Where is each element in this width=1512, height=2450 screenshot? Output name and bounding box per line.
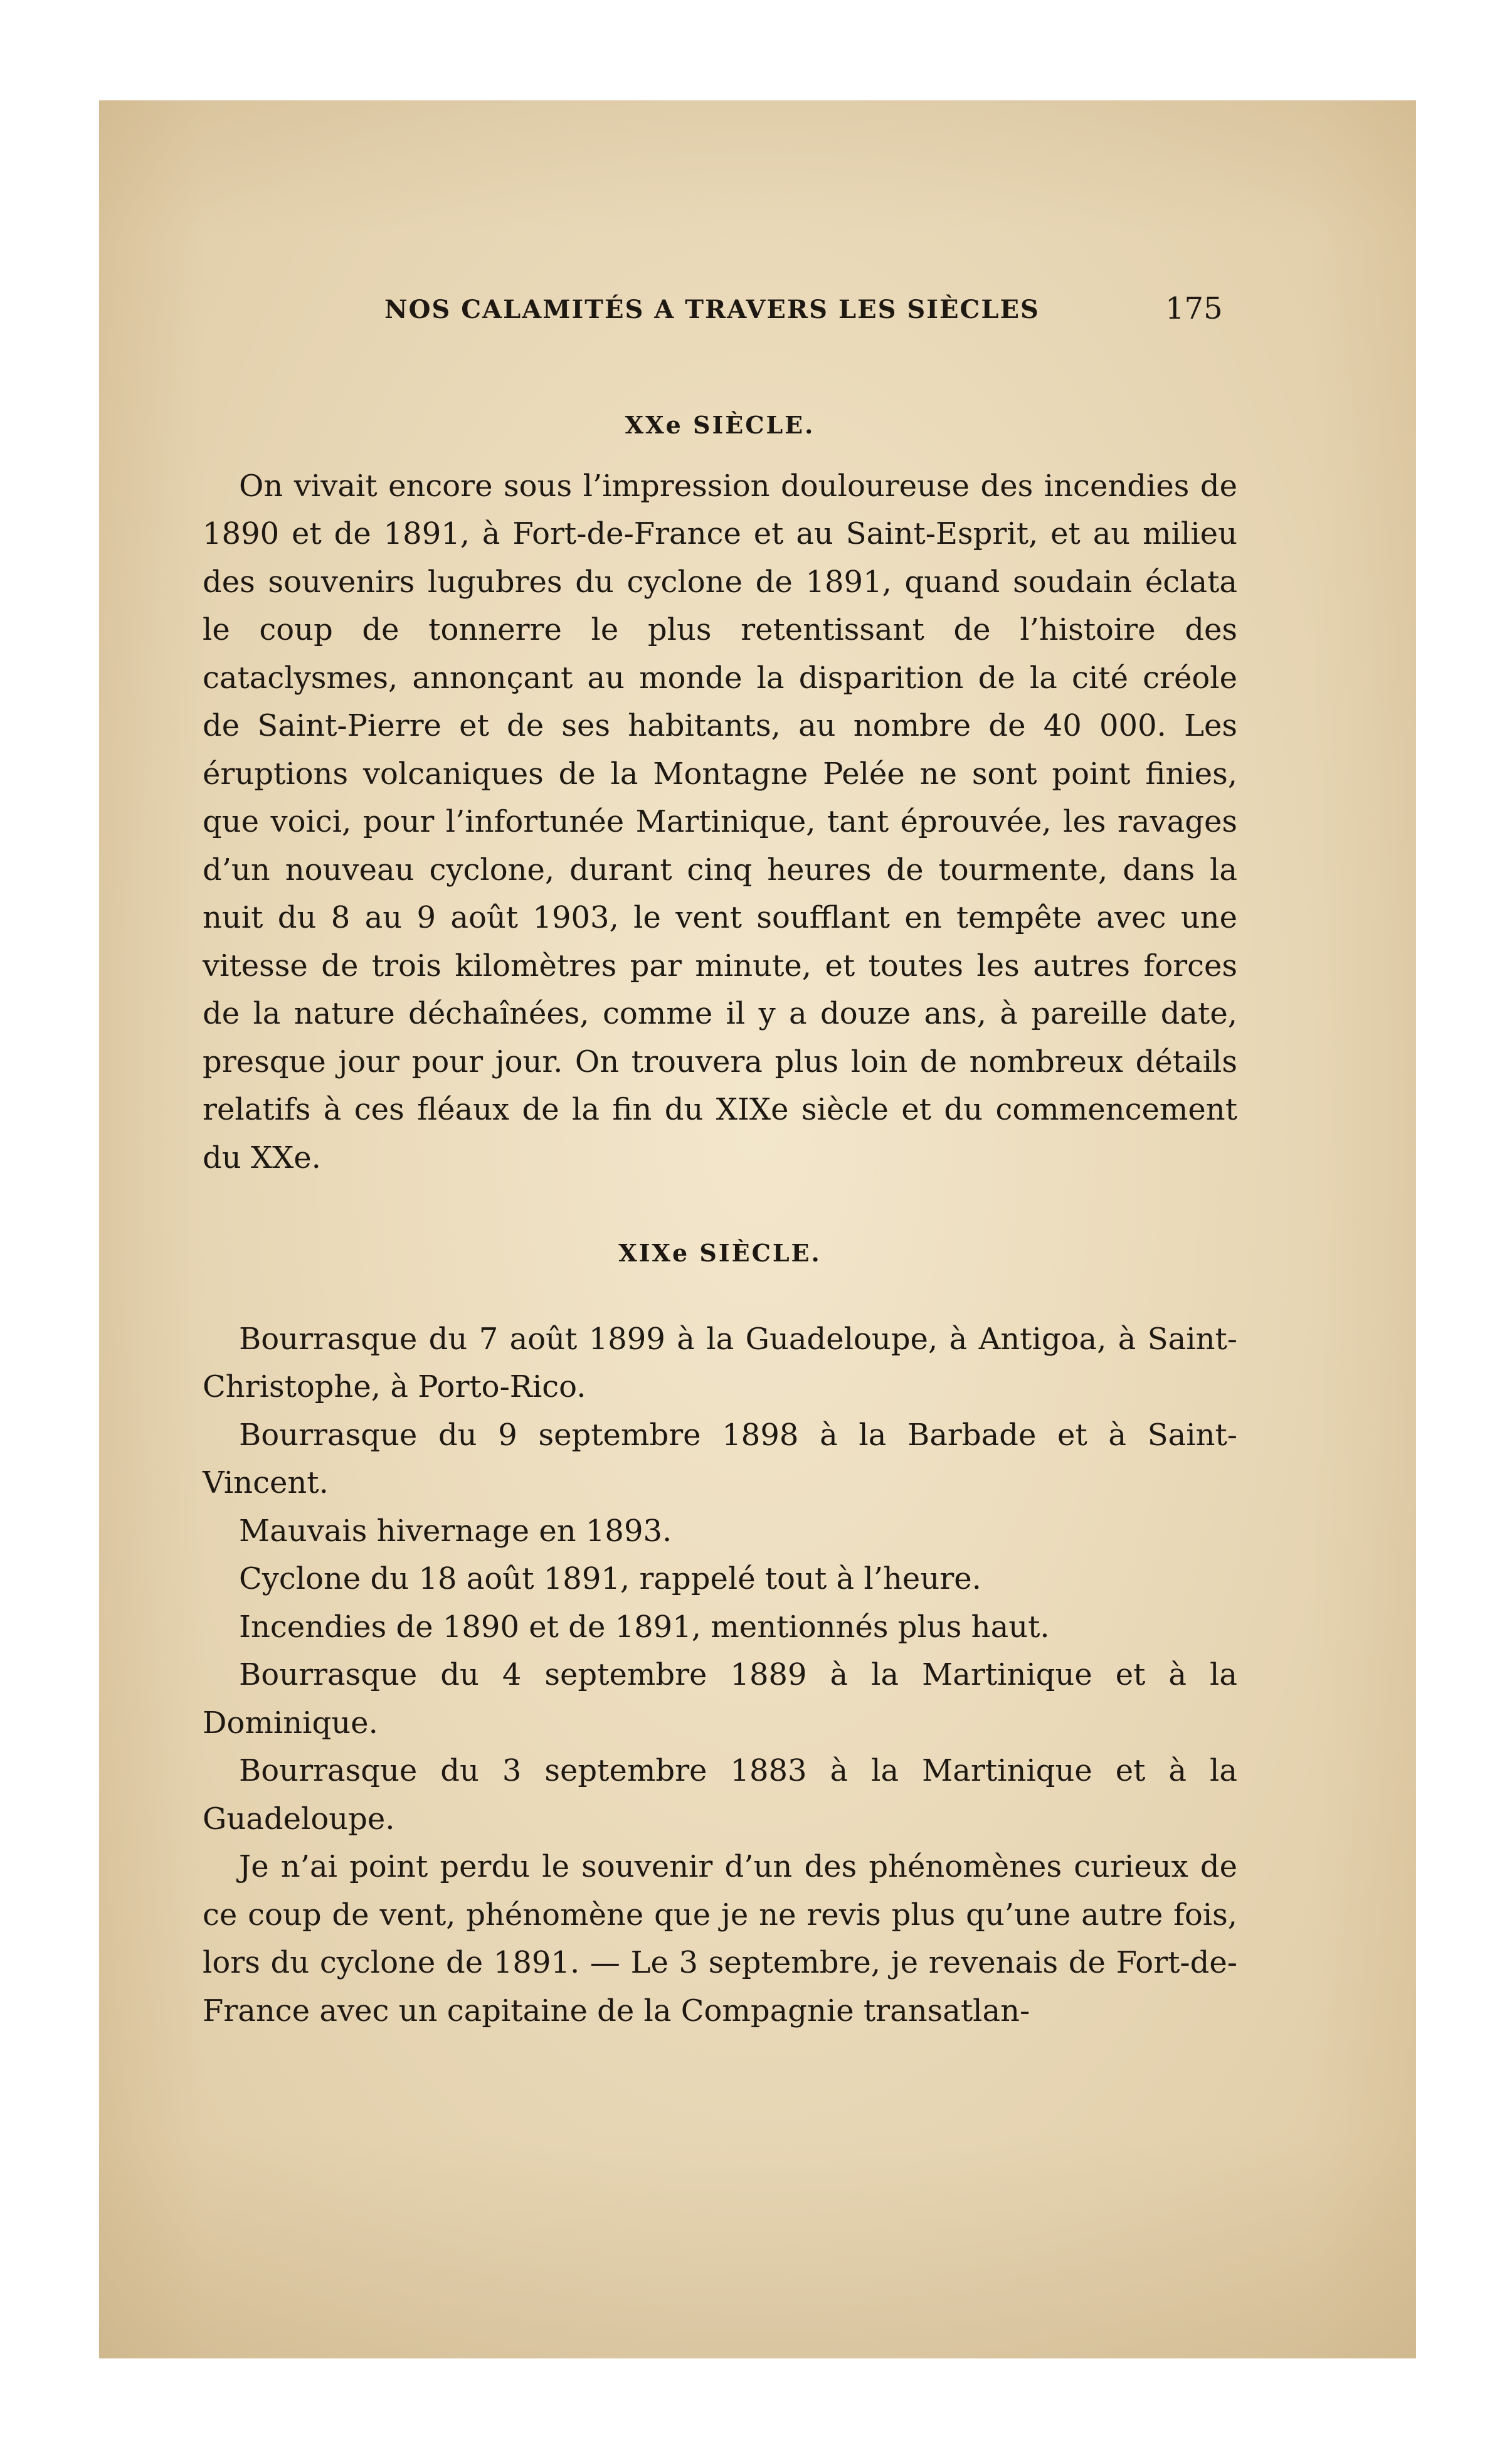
- section-heading-xix: XIXe SIÈCLE.: [618, 1239, 822, 1267]
- list-item: Bourrasque du 3 septembre 1883 à la Martinique et à la Guadeloupe.: [203, 1753, 1237, 1837]
- section-heading-xx: XXe SIÈCLE.: [625, 411, 815, 439]
- paragraph-xx: On vivait encore sous l’impression douloureuse des incendies de 1890 et de 1891, à Fort-de-France et au Saint-Esprit, et au milieu des souvenirs lugubres du cyclone de 1891, quand soudain éclata le coup de tonnerre le plus retentissant de l’histoire des cataclysmes, annonçant au monde la disparition de la cité créole de Saint-Pierre et de ses habitants, au nombre de 40 000. Les éruptions volcaniques de la Montagne Pelée ne sont point finies, que voici, pour l’infortunée Martinique, tant éprouvée, les ravages d’un nouveau cyclone, durant cinq heures de tourmente, dans la nuit du 8 au 9 août 1903, le vent soufflant en tempête avec une vitesse de trois kilomètres par minute, et toutes les autres forces de la nature déchaînées, comme il y a douze ans, à pareille date, presque jour pour jour. On trouvera plus loin de nombreux détails relatifs à ces fléaux de la fin du XIXe siècle et du commencement du XXe.: [203, 468, 1237, 1175]
- list-item: Bourrasque du 4 septembre 1889 à la Martinique et à la Dominique.: [203, 1657, 1237, 1741]
- running-head: NOS CALAMITÉS A TRAVERS LES SIÈCLES: [384, 295, 1040, 324]
- list-item: Cyclone du 18 août 1891, rappelé tout à l’heure.: [239, 1561, 981, 1596]
- page-number: 175: [1165, 291, 1223, 326]
- page-header: [99, 291, 1416, 332]
- xix-events-list: [203, 1315, 1237, 2035]
- book-page: [99, 100, 1416, 2358]
- list-item: Je n’ai point perdu le souvenir d’un des phénomènes curieux de ce coup de vent, phénomène que je ne revis plus qu’une autre fois, lors du cyclone de 1891. — Le 3 septembre, je revenais de Fort-de-France avec un capitaine de la Compagnie transatlan-: [203, 1849, 1237, 2028]
- list-item: Incendies de 1890 et de 1891, mentionnés plus haut.: [239, 1609, 1050, 1645]
- list-item: Bourrasque du 7 août 1899 à la Guadeloupe, à Antigoa, à Saint-Christophe, à Porto-Rico.: [203, 1321, 1237, 1404]
- text-block: [203, 401, 1237, 2035]
- list-item: Mauvais hivernage en 1893.: [239, 1513, 672, 1549]
- list-item: Bourrasque du 9 septembre 1898 à la Barbade et à Saint-Vincent.: [203, 1417, 1237, 1500]
